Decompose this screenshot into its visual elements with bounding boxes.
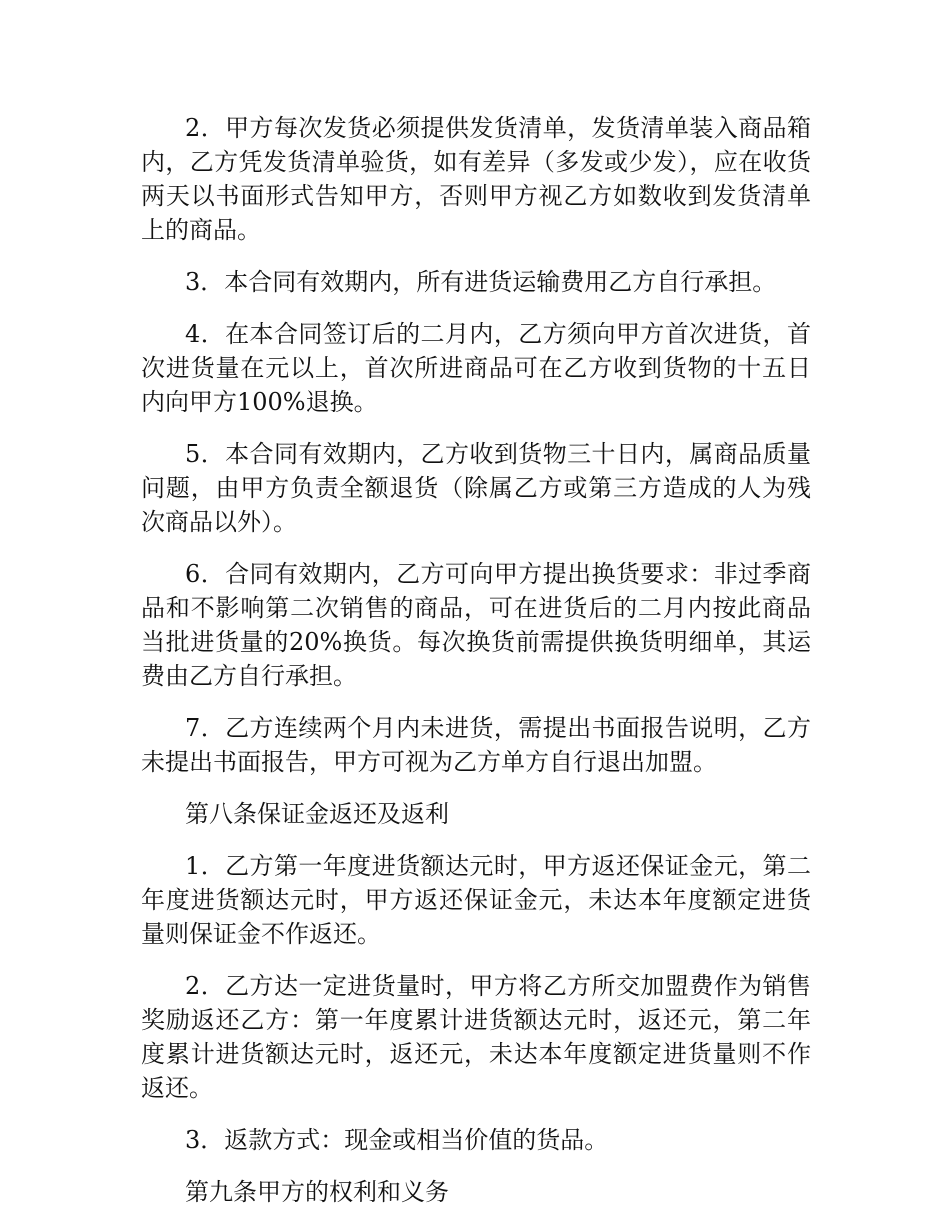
paragraph-deposit-return: 1．乙方第一年度进货额达元时，甲方返还保证金元，第二年度进货额达元时，甲方返还保证金元，未达本年度额定进货量则保证金不作返还。: [141, 852, 811, 948]
paragraph-delivery-list: 2．甲方每次发货必须提供发货清单，发货清单装入商品箱内，乙方凭发货清单验货，如有差异（多发或少发），应在收货两天以书面形式告知甲方，否则甲方视乙方如数收到发货清单上的商品。: [141, 114, 811, 244]
section-heading-article-9: 第九条甲方的权利和义务: [185, 1178, 449, 1206]
section-heading-article-8: 第八条保证金返还及返利: [185, 800, 449, 828]
paragraph-first-order: 4．在本合同签订后的二月内，乙方须向甲方首次进货，首次进货量在元以上，首次所进商品可在乙方收到货物的十五日内向甲方100%退换。: [141, 320, 811, 416]
paragraph-shipping-cost: 3．本合同有效期内，所有进货运输费用乙方自行承担。: [185, 268, 777, 296]
paragraph-sales-rebate: 2．乙方达一定进货量时，甲方将乙方所交加盟费作为销售奖励返还乙方：第一年度累计进货额达元时，返还元，第二年度累计进货额达元时，返还元，未达本年度额定进货量则不作返还。: [141, 972, 811, 1102]
paragraph-quality-return: 5．本合同有效期内，乙方收到货物三十日内，属商品质量问题，由甲方负责全额退货（除属乙方或第三方造成的人为残次商品以外）。: [141, 440, 811, 536]
document-body: [141, 111, 811, 1227]
paragraph-refund-method: 3．返款方式：现金或相当价值的货品。: [185, 1126, 609, 1154]
paragraph-no-order-exit: 7．乙方连续两个月内未进货，需提出书面报告说明，乙方未提出书面报告，甲方可视为乙方单方自行退出加盟。: [141, 714, 811, 776]
paragraph-exchange: 6．合同有效期内，乙方可向甲方提出换货要求：非过季商品和不影响第二次销售的商品，可在进货后的二月内按此商品当批进货量的20%换货。每次换货前需提供换货明细单，其运费由乙方自行承担。: [141, 560, 811, 690]
